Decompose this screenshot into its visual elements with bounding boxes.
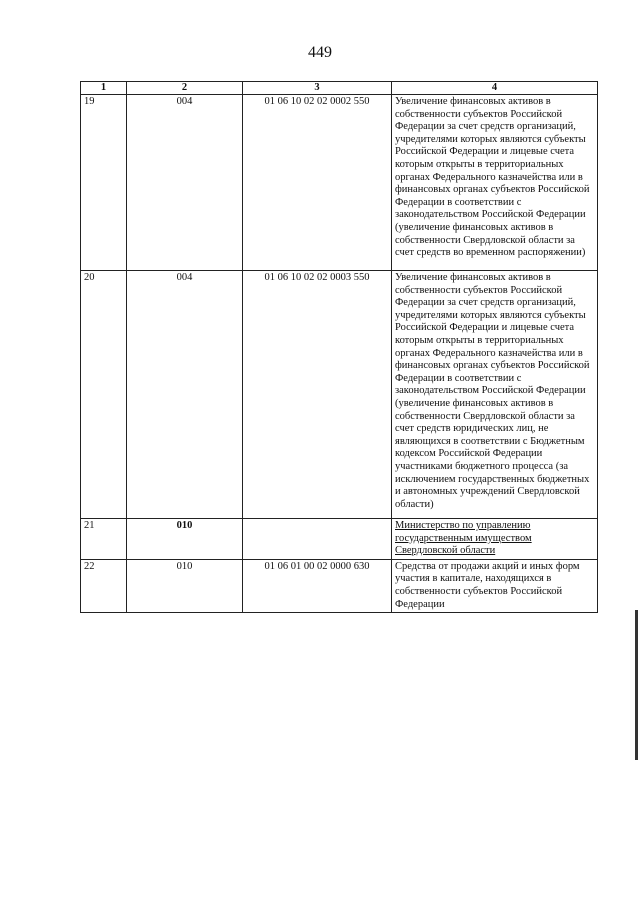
table-header-row — [81, 82, 598, 95]
kbk-code: 01 06 10 02 02 0002 550 — [243, 95, 392, 271]
kbk-code: 01 06 01 00 02 0000 630 — [243, 559, 392, 612]
row-number: 19 — [81, 95, 127, 271]
source-name: Средства от продажи акций и иных форм участия в капитале, находящихся в собственности субъектов Российской Федерации — [392, 559, 598, 612]
scan-edge-line — [635, 610, 638, 760]
source-name: Увеличение финансовых активов в собственности субъектов Российской Федерации за счет средств организаций, учредителями которых являются субъекты Российской Федерации и лицевые счета которым открыты в территориальных органах Федерального казначейства или в финансовых органах субъектов Российской Федерации в соответствии с законодательством Российской Федерации (увеличение финансовых активов в собственности Свердловской области за счет средств юридических лиц, не являющихся в соответствии с Бюджетным кодексом Российской Федерации участниками бюджетного процесса (за исключением государственных бюджетных и автономных учреждений Свердловской области) — [392, 271, 598, 519]
page-number: 449 — [308, 44, 332, 61]
row-number: 20 — [81, 271, 127, 519]
table-row — [81, 271, 598, 519]
admin-code: 004 — [127, 95, 243, 271]
header-col-3: 3 — [243, 82, 392, 95]
kbk-code: 01 06 10 02 02 0003 550 — [243, 271, 392, 519]
row-number: 21 — [81, 519, 127, 560]
admin-code: 010 — [127, 519, 243, 560]
table-row — [81, 95, 598, 271]
kbk-code — [243, 519, 392, 560]
table-row — [81, 559, 598, 612]
admin-code: 004 — [127, 271, 243, 519]
header-col-2: 2 — [127, 82, 243, 95]
header-col-4: 4 — [392, 82, 598, 95]
admin-code: 010 — [127, 559, 243, 612]
budget-source-table — [80, 81, 598, 613]
header-col-1: 1 — [81, 82, 127, 95]
row-number: 22 — [81, 559, 127, 612]
source-name: Увеличение финансовых активов в собственности субъектов Российской Федерации за счет средств организаций, учредителями которых являются субъекты Российской Федерации и лицевые счета которым открыты в территориальных органах Федерального казначейства или в финансовых органах субъектов Российской Федерации в соответствии с законодательством Российской Федерации (увеличение финансовых активов в собственности Свердловской области за счет средств во временном распоряжении) — [392, 95, 598, 271]
ministry-name: Министерство по управлению государственным имуществом Свердловской области — [392, 519, 598, 560]
table-row — [81, 519, 598, 560]
